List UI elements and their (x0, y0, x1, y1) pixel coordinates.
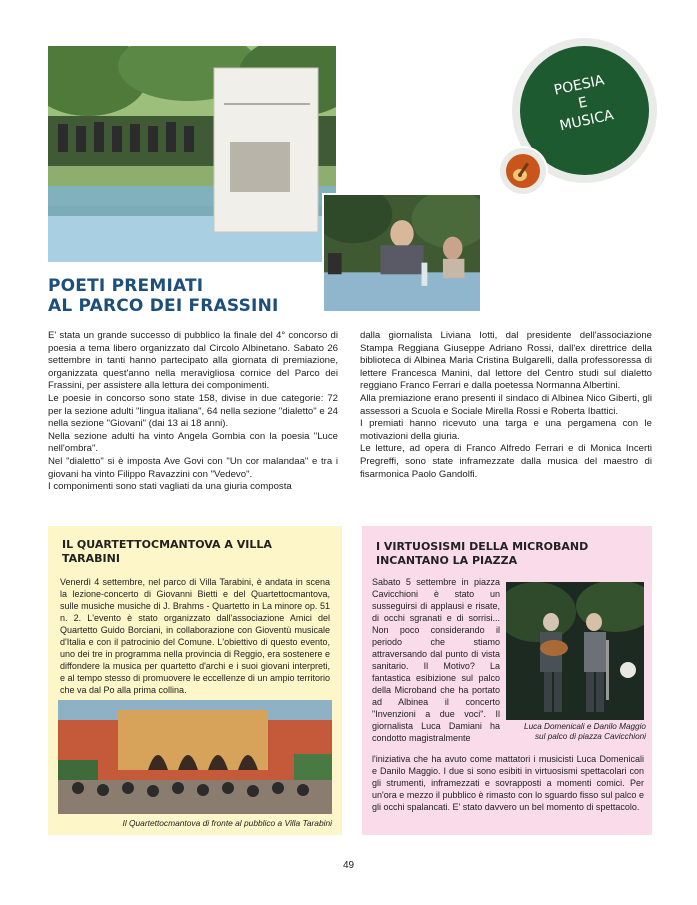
quartet-photo (58, 700, 332, 814)
paragraph: Nel "dialetto" si è imposta Ave Govi con "Un cor malandaa" e tra i giovani ha vinto Filippo Ravazzini con "Vedevo". (48, 455, 338, 480)
badge-line-3: MUSICA (558, 107, 616, 135)
article-title-line-1: POETI PREMIATI (48, 276, 204, 296)
duo-photo (506, 582, 644, 720)
paragraph: I premiati hanno ricevuto una targa e una pergamena con le motivazioni della giuria. (360, 418, 652, 442)
quartet-box-title: IL QUARTETTOCMANTOVA A VILLA TARABINI (62, 538, 272, 565)
microband-text-float: Sabato 5 settembre in piazza Cavicchioni è stato un susseguirsi di applausi e risate, di occhi sgranati e di sorrisi... Non poco considerando il periodo che stiamo attraversando dal punto di vista sanitario. Il Motivo? La fantastica esibizione sul palco della Microband che ha portato ad Albinea il concerto "Invenzioni a due voci". Il giornalista Luca Damiani ha condotto magistralmente (372, 577, 500, 743)
guitar-book-icon (498, 146, 548, 196)
paragraph: I componimenti sono stati vagliati da una giuria composta (48, 481, 292, 493)
paragraph: Le letture, ad opera di Franco Alfredo Ferrari e di Monica Incerti Pregreffi, sono state inframezzate dalla musica del maestro di fisarmonica Paolo Gandolfi. (360, 443, 652, 480)
page-number: 49 (342, 860, 355, 871)
paragraph: dalla giornalista Liviana Iotti, dal presidente dell'associazione Stampa Reggiana Giuseppe Adriano Rossi, dall'ex direttrice della biblioteca di Albinea Maria Cristina Bulgarelli, dalla professoressa di lettere Francesca Manini, dal lettore del Centro studi sul dialetto reggiano Franco Ferrari e dalla poetessa Normanna Albertini. (360, 330, 652, 392)
paragraph: Le poesie in concorso sono state 158, divise in due categorie: 72 per la sezione adulti "lingua italiana", 64 nella sezione "dialetto" e 24 nella sezione "Giovani" (dai 13 ai 18 anni). (48, 392, 338, 430)
article-column-left (48, 330, 338, 494)
paragraph: E' stata un grande successo di pubblico la finale del 4° concorso di poesia a tema libero organizzato dal Circolo Albinetano. Sabato 26 settembre in tanti hanno partecipato alla giornata di premiazione, organizzata quest'anno nella meravigliosa cornice del Parco dei Frassini, per assistere alla lettura dei componimenti. (48, 330, 338, 392)
speaker-photo (322, 193, 482, 313)
duo-photo-caption (500, 722, 646, 742)
quartet-photo-caption: Il Quartettocmantova di fronte al pubblico a Villa Tarabini (122, 818, 332, 828)
microband-title-line-2: INCANTANO LA PIAZZA (376, 554, 518, 567)
quartet-box-text: Venerdì 4 settembre, nel parco di Villa Tarabini, è andata in scena la lezione-concerto di Giovanni Bietti e del Quartettocmantova, sulle musiche musiche di J. Brahms - Quartetto in La minore op. 51 n. 2. L'evento è stato organizzato dall'associazione Amici del Quartetto Guido Borciani, in collaborazione con Gioventù musicale d'Italia e con il patrocinio del Comune. L'obiettivo di questo evento, uno dei tre in programma nella provincia di Reggio, era sostenere e diffondere la musica per quartetto d'archi e i suoi giovani interpreti, e al tempo stesso di promuovere le eccellenze di un ampio territorio che va dal Po alla prima collina. (60, 577, 330, 695)
paragraph: Nella sezione adulti ha vinto Angela Gombia con la poesia "Luce nell'ombra". (48, 430, 338, 455)
microband-text-bottom: l'iniziativa che ha avuto come mattatori i musicisti Luca Domenicali e Danilo Maggio. I due si sono esibiti in virtuosismi spettacolari con gli strumenti, inframezzati e sovrapposti a momenti comici. Per un'ora e mezzo il pubblico è rimasto con lo sguardo fisso sul palco e gli occhi spalancati. E' stato davvero un bel momento di spettacolo. (372, 754, 644, 812)
badge-line-2: E (576, 94, 589, 112)
paragraph: Alla premiazione erano presenti il sindaco di Albinea Nico Giberti, gli assessori a Scuola e Sociale Mirella Rossi e Roberta Ibattici. (360, 392, 652, 417)
duo-caption-line-1: Luca Domenicali e Danilo Maggio (524, 722, 646, 731)
article-title-line-2: AL PARCO DEI FRASSINI (48, 296, 279, 316)
article-title (48, 276, 318, 316)
park-photo (48, 46, 336, 262)
microband-box-title (376, 540, 642, 568)
duo-caption-line-2: sul palco di piazza Cavicchioni (534, 732, 646, 741)
article-column-right (360, 330, 652, 481)
badge-line-1: POESIA (552, 72, 606, 99)
microband-title-line-1: I VIRTUOSISMI DELLA MICROBAND (376, 540, 589, 553)
